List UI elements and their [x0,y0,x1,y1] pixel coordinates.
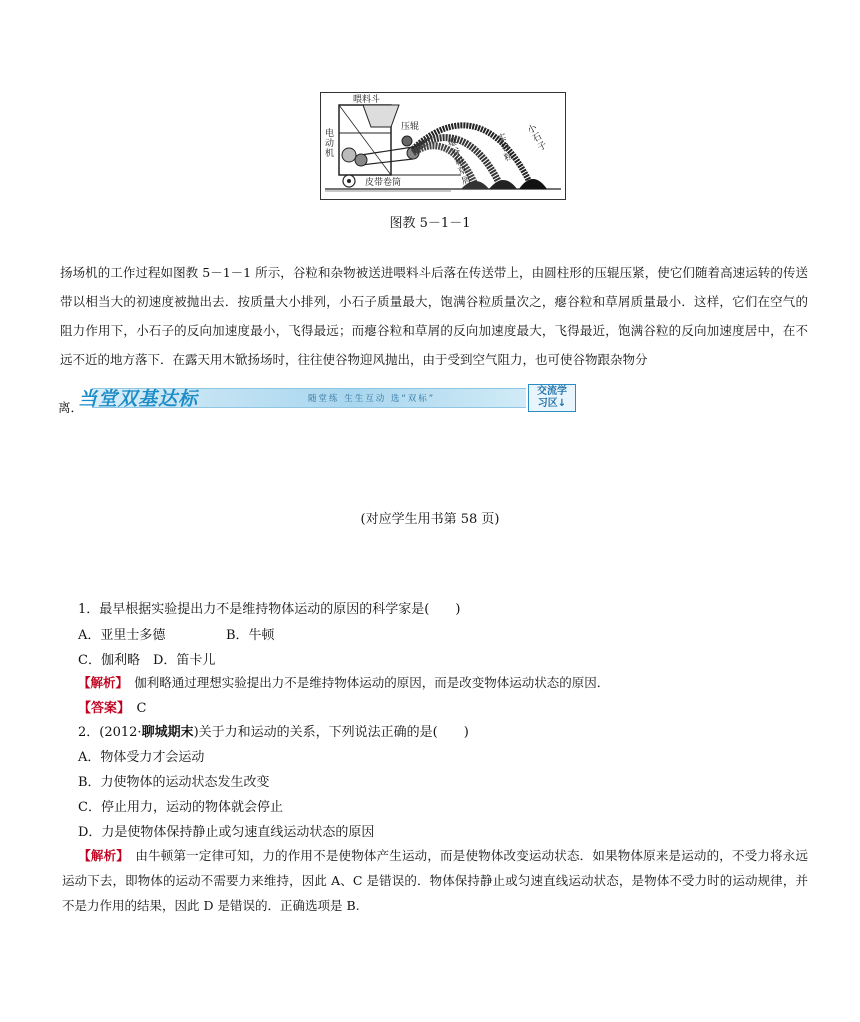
label-hopper: 喂料斗 [353,95,381,105]
page-reference: (对应学生用书第 58 页) [360,512,500,527]
label-stone: 小石子 [526,123,549,154]
label-motor: 电动机 [325,129,335,159]
exchange-button-line2: 习区↓ [537,398,567,409]
q2-stem [78,721,469,740]
q2-option-a: A．物体受力才会运动 [78,750,205,765]
exchange-area-button[interactable] [528,384,576,412]
section-banner [72,382,578,412]
label-chaff: 瘪谷和草屑 [446,137,473,188]
q1-option-b: B．牛顿 [226,628,275,643]
winnower-drawing [321,93,567,201]
figure-caption: 图教 5－1－1 [389,216,471,231]
q1-answer [78,697,146,716]
label-roller: 压辊 [401,122,420,132]
q1-option-cd: C．伽利略 D．笛卡儿 [78,653,216,668]
exchange-button-line1: 交流学 [537,386,567,397]
q2-stem-rest: )关于力和运动的关系，下列说法正确的是( ) [193,725,469,740]
q2-analysis-tag: 【解析】 [78,848,123,863]
winnower-diagram [320,92,566,200]
q2-analysis [62,843,808,918]
q1-analysis [78,673,609,691]
intro-paragraph: 扬场机的工作过程如图教 5－1－1 所示，谷粒和杂物被送进喂料斗后落在传送带上，由圆柱形的压辊压紧，使它们随着高速运转的传送带以相当大的初速度被抛出去．按质量大小排列，小石子质量最大，饱满谷粒质量次之，瘪谷粒和草屑质量最小．这样，它们在空气的阻力作用下，小石子的反向加速度最小，飞得最远；而瘪谷粒和草屑的反向加速度最大，飞得最近，饱满谷粒的反向加速度居中，在不远不近的地方落下．在露天用木锨扬场时，往往使谷物迎风抛出，由于受到空气阻力，也可使谷物跟杂物分 [60,265,808,367]
q2-option-c: C．停止用力，运动的物体就会停止 [78,800,283,815]
banner-title: 当堂双基达标 [78,388,199,410]
banner-subtitle: 随堂练 生生互动 选“双标” [308,394,436,404]
q2-stem-prefix: 2．(2012· [78,725,142,740]
q2-stem-source: 聊城期末 [141,725,194,740]
q1-answer-tag: 【答案】 [78,701,124,716]
q1-analysis-tag: 【解析】 [78,675,122,690]
label-grain: 实谷粒 [496,132,515,164]
q1-option-a: A．亚里士多德 [78,628,166,643]
q2-analysis-text: 由牛顿第一定律可知，力的作用不是使物体产生运动，而是使物体改变运动状态．如果物体原来是运动的，不受力将永远运动下去，即物体的运动不需要力来维持，因此 A、C 是错误的．物体保持静止或匀速直线运动状态，是物体不受力时的运动规律，并不是力作用的结果，因此 D 是错误的．正确选项是 B. [62,848,808,913]
label-belt: 皮带卷筒 [365,178,402,188]
q2-option-d: D．力是使物体保持静止或匀速直线运动状态的原因 [78,825,375,840]
intro-tail: 离． [58,400,84,415]
q2-option-b: B．力使物体的运动状态发生改变 [78,775,270,790]
q1-answer-text: C [123,701,147,716]
q1-analysis-text: 伽利略通过理想实验提出力不是维持物体运动的原因，而是改变物体运动状态的原因． [121,675,610,690]
q1-stem: 1．最早根据实验提出力不是维持物体运动的原因的科学家是( ) [78,602,461,617]
